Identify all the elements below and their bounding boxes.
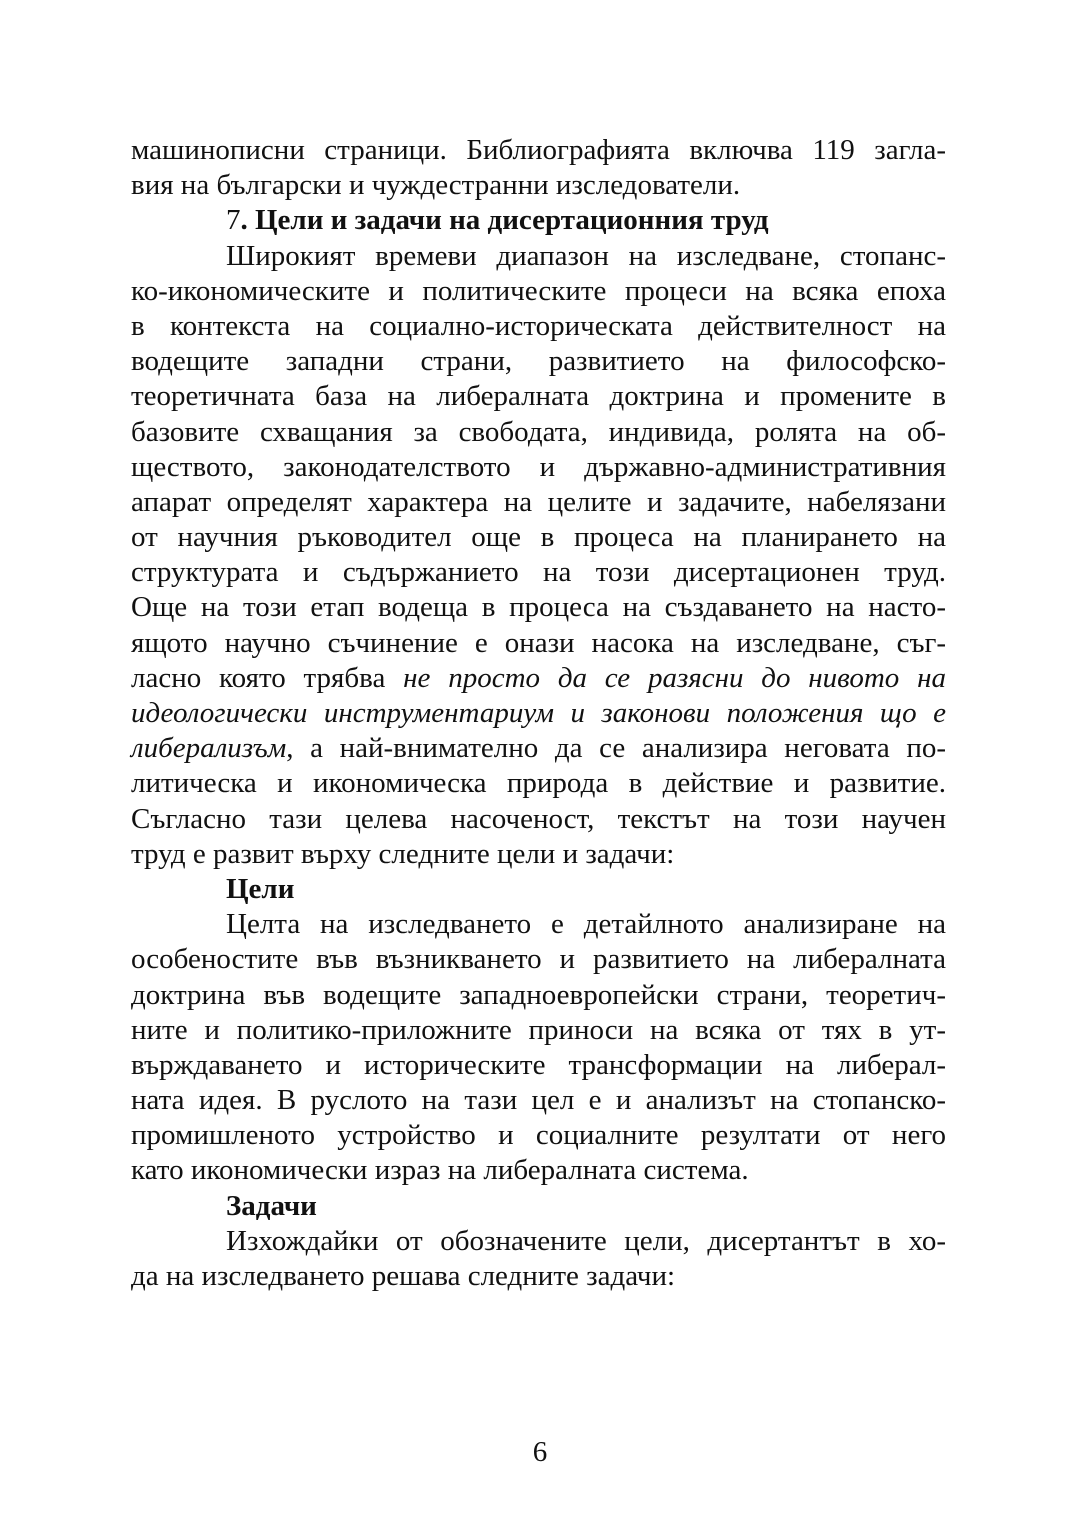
paragraph-line: ко-икономическите и политическите процеси на всяка епоха [131, 274, 946, 307]
section-number: 7 [226, 204, 241, 237]
paragraph-text: ласно която трябва [131, 661, 404, 694]
goals-line: Целта на изследването е детайлното анализиране на [226, 908, 946, 941]
goals-line: ните и политико-приложните приноси на всяка от тях в ут- [131, 1013, 946, 1046]
goals-line: върждаването и историческите трансформации на либерал- [131, 1048, 946, 1081]
goals-line: доктрина във водещите западноевропейски страни, теоретич- [131, 978, 946, 1011]
emphasis-line: идеологически инструментариум и законови положения що е [131, 697, 946, 729]
section-heading [131, 203, 946, 238]
paragraph-line: теоретичната база на либералната доктрина и промените в [131, 380, 946, 413]
paragraph-line: структурата и съдържанието на този дисертационен труд. [131, 556, 946, 589]
paragraph-line: Съгласно тази целева насоченост, текстът на този научен [131, 802, 946, 835]
goals-line: особеностите във възникването и развитието на либералната [131, 943, 946, 976]
paragraph-line: Още на този етап водеща в процеса на създаването на насто- [131, 591, 946, 624]
paragraph-line: от научния ръководител още в процеса на планирането на [131, 521, 946, 554]
tasks-line: да на изследването решава следните задачи: [131, 1260, 676, 1292]
paragraph-line: ществото, законодателството и държавно-административния [131, 450, 946, 483]
emphasis-text: не просто да се разясни до нивото на [403, 661, 947, 694]
paragraph-line: литическа и икономическа природа в действие и развитие. [131, 767, 946, 800]
emphasis-text: либерализъм [131, 732, 287, 765]
paragraph-line: водещите западни страни, развитието на философско- [131, 345, 946, 378]
tasks-line: Изхождайки от обозначените цели, дисертантът в хо- [226, 1224, 946, 1257]
goals-line: като икономически израз на либералната система. [131, 1154, 749, 1187]
intro-line: машинописни страници. Библиографията включва 119 загла- [131, 134, 946, 166]
paragraph-line [131, 661, 946, 696]
tasks-heading: Задачи [226, 1189, 317, 1222]
paragraph-line: ящото научно съчинение е онази насока на изследване, съг- [131, 626, 946, 659]
goals-line: ната идея. В руслото на тази цел е и анализът на стопанско- [131, 1084, 946, 1117]
paragraph-line: труд е развит върху следните цели и задачи: [131, 837, 675, 870]
paragraph-line: базовите схващания за свободата, индивида, ролята на об- [131, 415, 946, 448]
paragraph-line [131, 731, 946, 766]
body-text [131, 133, 946, 1294]
paragraph-line: в контекста на социално-историческата действителност на [131, 309, 946, 342]
page-number: 6 [532, 1436, 548, 1468]
paragraph-line: апарат определят характера на целите и задачите, набелязани [131, 485, 946, 518]
section-title: . Цели и задачи на дисертационния труд [240, 204, 769, 237]
goals-heading: Цели [226, 872, 295, 905]
paragraph-line: Широкият времеви диапазон на изследване, стопанс- [226, 239, 946, 272]
goals-line: промишленото устройство и социалните резултати от него [131, 1119, 946, 1152]
paragraph-text: , а най-внимателно да се анализира неговата по- [286, 732, 946, 765]
intro-line: вия на български и чуждестранни изследователи. [131, 169, 741, 202]
